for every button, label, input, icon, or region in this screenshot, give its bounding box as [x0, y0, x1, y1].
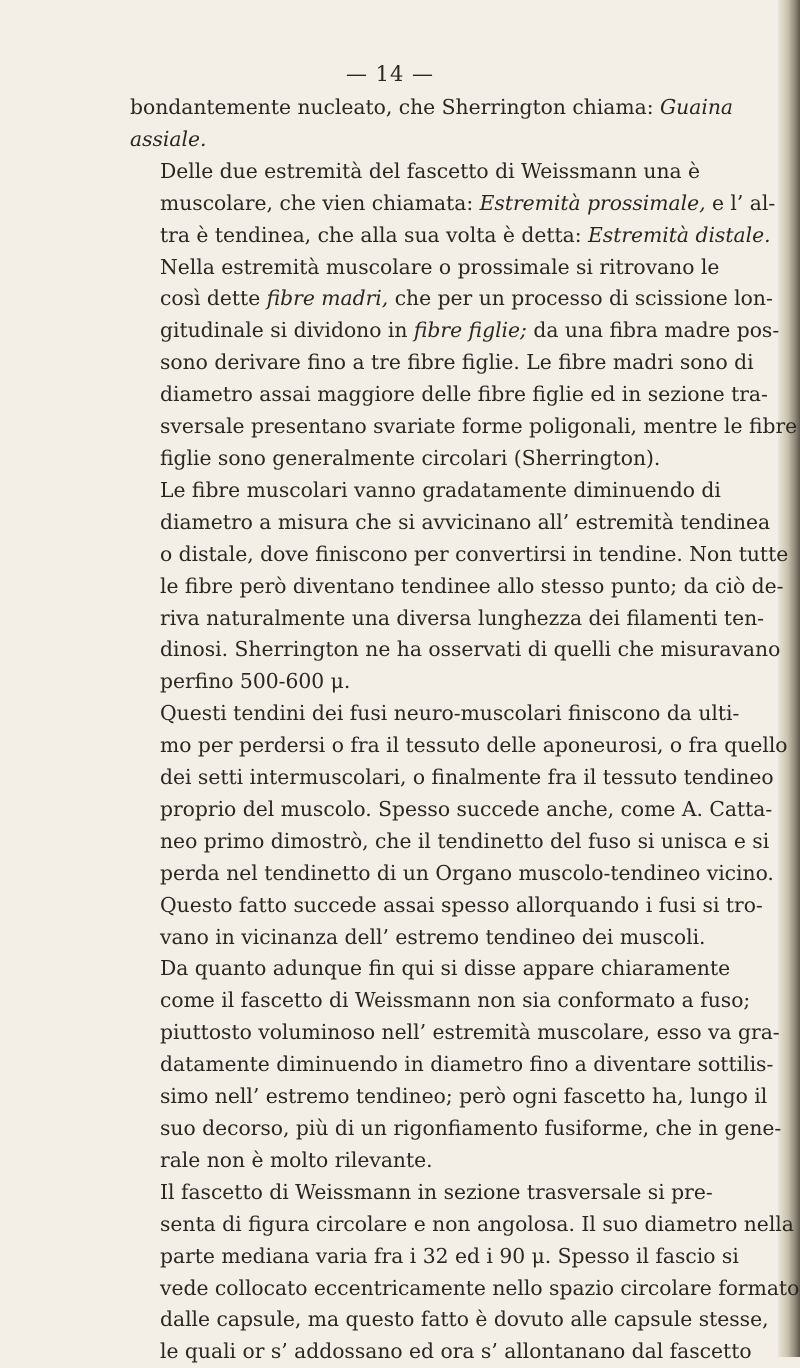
text-line: [130, 985, 751, 1017]
text-run: piuttosto voluminoso nell’ estremità muscolare, esso va gra-: [160, 1020, 780, 1045]
text-line: [130, 283, 773, 315]
text-line: [130, 1177, 713, 1209]
text-run: mo per perdersi o fra il tessuto delle aponeurosi, o fra quello: [160, 733, 788, 758]
text-line: [130, 1017, 780, 1049]
text-run: che per un processo di scissione lon-: [388, 286, 773, 311]
text-run: e l’ al-: [705, 190, 776, 215]
text-line: [130, 698, 740, 730]
text-run: o distale, dove finiscono per convertirsi in tendine. Non tutte: [160, 541, 789, 566]
text-line: [130, 252, 720, 284]
text-run: Questo fatto succede assai spesso allorquando i fusi si tro-: [160, 892, 763, 917]
text-line: [130, 953, 731, 985]
text-line: [130, 1049, 774, 1081]
text-line: [130, 92, 733, 124]
text-line: [130, 1113, 782, 1145]
text-run: vede collocato eccentricamente nello spazio circolare formato: [160, 1275, 800, 1300]
text-line: [130, 1241, 739, 1273]
text-line: [130, 1273, 800, 1305]
paragraph: [130, 698, 788, 953]
text-line: [130, 507, 771, 539]
text-line: [130, 890, 763, 922]
text-line: [130, 666, 650, 698]
italic-term: fibre figlie;: [413, 318, 527, 343]
text-run: proprio del muscolo. Spesso succede anche, come A. Catta-: [160, 796, 773, 821]
text-line: [130, 347, 754, 379]
text-run: muscolare, che vien chiamata:: [160, 190, 480, 215]
text-run: sono derivare fino a tre fibre figlie. Le fibre madri sono di: [160, 350, 754, 375]
paragraph: [130, 953, 782, 1176]
text-line: [130, 539, 789, 571]
body-text: [130, 92, 800, 1368]
text-line: [130, 826, 770, 858]
paragraph: [130, 252, 798, 475]
text-run: Le fibre muscolari vanno gradatamente diminuendo di: [160, 477, 721, 502]
text-run: suo decorso, più di un rigonfiamento fusiforme, che in gene-: [160, 1116, 782, 1140]
text-line: [130, 794, 773, 826]
text-line: [130, 762, 774, 794]
text-line: [130, 634, 781, 666]
text-run: diametro a misura che si avvicinano all’ estremità tendinea: [160, 509, 771, 534]
text-run: Da quanto adunque fin qui si disse appare chiaramente: [160, 956, 731, 981]
text-run: dei setti intermuscolari, o finalmente fra il tessuto tendineo: [160, 765, 774, 790]
text-run: perda nel tendinetto di un Organo muscolo-tendineo vicino.: [160, 860, 774, 885]
text-line: [130, 315, 780, 347]
text-run: senta di figura circolare e non angolosa. Il suo diametro nella: [160, 1211, 794, 1236]
page-edge-shadow: [778, 0, 800, 1357]
text-run: così dette: [160, 286, 267, 311]
text-run: gitudinale si dividono in: [160, 318, 414, 343]
italic-term: fibre madri,: [266, 286, 389, 311]
text-run: dalle capsule, ma questo fatto è dovuto alle capsule stesse,: [160, 1307, 769, 1332]
text-run: simo nell’ estremo tendineo; però ogni fascetto ha, lungo il: [160, 1084, 768, 1109]
text-run: rale non è molto rilevante.: [160, 1147, 433, 1172]
text-run: Questi tendini dei fusi neuro-muscolari finiscono da ulti-: [160, 701, 740, 726]
text-run: datamente diminuendo in diametro fino a diventare sottilis-: [160, 1052, 774, 1077]
text-line: [130, 475, 721, 507]
text-run: Delle due estremità del fascetto di Weissmann una è: [160, 158, 701, 183]
text-line: [130, 124, 650, 156]
text-line: [130, 730, 788, 762]
paragraph: [130, 92, 733, 156]
text-run: da una fibra madre pos-: [526, 318, 780, 343]
paragraph: [130, 1177, 800, 1368]
text-line: [130, 571, 784, 603]
text-line: [130, 1209, 794, 1241]
page-number: — 14 —: [345, 62, 435, 86]
text-line: [130, 1145, 650, 1177]
text-line: [130, 1336, 752, 1368]
text-line: [130, 1081, 768, 1113]
text-run: perfino 500-600 μ.: [160, 669, 351, 694]
text-run: le quali or s’ addossano ed ora s’ allontanano dal fascetto: [160, 1339, 752, 1364]
text-run: riva naturalmente una diversa lunghezza dei filamenti ten-: [160, 605, 764, 630]
text-line: [130, 411, 798, 443]
text-run: Nella estremità muscolare o prossimale si ritrovano le: [160, 254, 720, 279]
text-run: parte mediana varia fra i 32 ed i 90 μ. Spesso il fascio si: [160, 1243, 739, 1268]
paragraph: [130, 475, 789, 698]
text-line: [130, 603, 764, 635]
text-line: [130, 443, 661, 475]
text-line: [130, 1304, 769, 1336]
text-line: [130, 220, 771, 252]
text-line: [130, 858, 774, 890]
text-run: sversale presentano svariate forme poligonali, mentre le fibre: [160, 414, 798, 439]
italic-term: assiale.: [130, 126, 207, 151]
text-run: come il fascetto di Weissmann non sia conformato a fuso;: [160, 988, 751, 1013]
text-line: [130, 922, 706, 954]
text-run: bondantemente nucleato, che Sherrington chiama:: [130, 95, 660, 119]
text-line: [130, 188, 776, 220]
text-run: tra è tendinea, che alla sua volta è detta:: [160, 222, 588, 247]
italic-term: Estremità distale.: [588, 222, 771, 247]
text-run: le fibre però diventano tendinee allo stesso punto; da ciò de-: [160, 573, 784, 598]
text-line: [130, 379, 768, 411]
text-run: vano in vicinanza dell’ estremo tendineo dei muscoli.: [160, 924, 706, 949]
text-run: figlie sono generalmente circolari (Sherrington).: [160, 445, 661, 470]
italic-term: Estremità prossimale,: [479, 190, 706, 215]
text-run: diametro assai maggiore delle fibre figlie ed in sezione tra-: [160, 382, 768, 407]
text-run: Il fascetto di Weissmann in sezione trasversale si pre-: [160, 1179, 713, 1204]
italic-term: Guaina: [659, 95, 733, 119]
paragraph: [130, 156, 776, 252]
text-run: dinosi. Sherrington ne ha osservati di quelli che misuravano: [160, 637, 781, 662]
text-line: [130, 156, 701, 188]
text-run: neo primo dimostrò, che il tendinetto del fuso si unisca e si: [160, 828, 770, 853]
